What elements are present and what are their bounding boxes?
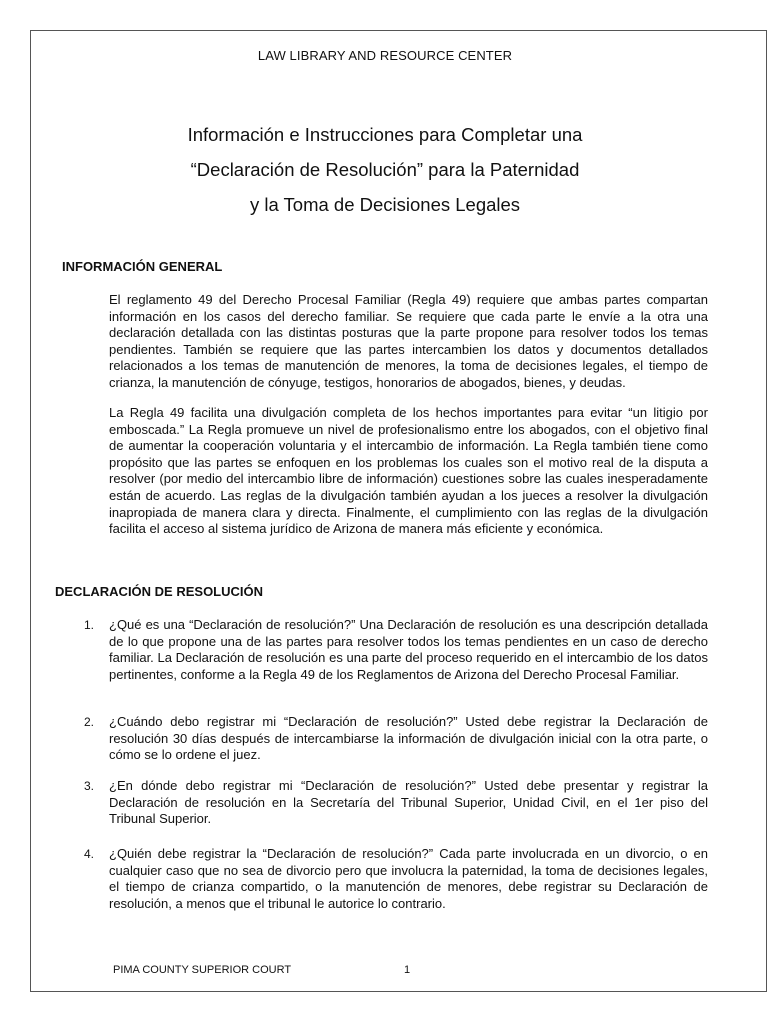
list-item-text: ¿Cuándo debo registrar mi “Declaración de resolución?” Usted debe registrar la Declaración de resolución 30 días después de intercambiarse la información de divulgación inicial con la otra parte, o cómo se lo ordene el juez.: [109, 714, 708, 763]
list-item-number: 4.: [84, 847, 95, 861]
list-item-number: 1.: [84, 618, 95, 632]
general-info-heading: INFORMACIÓN GENERAL: [62, 259, 223, 274]
general-info-paragraph-1: El reglamento 49 del Derecho Procesal Familiar (Regla 49) requiere que ambas partes compartan información en los casos del derecho familiar. Se requiere que cada parte le envíe a la otra una declaración detallada con las distintas posturas que la parte propone para resolver todos los temas pendientes. También se requiere que las partes intercambien los datos y documentos detallados relacionados a los temas de manutención de menores, la toma de decisiones legales, el tiempo de crianza, la manutención de cónyuge, testigos, honorarios de abogados, bienes, y deudas.: [109, 292, 708, 390]
title-line-1: Información e Instrucciones para Completar una: [187, 124, 583, 145]
declaration-heading: DECLARACIÓN DE RESOLUCIÓN: [55, 584, 264, 599]
list-item: [80, 846, 708, 912]
page-number: 1: [404, 964, 411, 976]
list-item-text: ¿En dónde debo registrar mi “Declaración de resolución?” Usted debe presentar y registrar la Declaración de resolución en la Secretaría del Tribunal Superior, Unidad Civil, en el 1er piso del Tribunal Superior.: [109, 778, 708, 827]
title-line-2: “Declaración de Resolución” para la Paternidad: [190, 159, 580, 180]
title-line-3: y la Toma de Decisiones Legales: [249, 194, 521, 215]
list-item-number: 3.: [84, 779, 95, 793]
list-item-number: 2.: [84, 715, 95, 729]
list-item: [80, 778, 708, 828]
general-info-paragraph-2: La Regla 49 facilita una divulgación completa de los hechos importantes para evitar “un litigio por emboscada.” La Regla promueve un nivel de profesionalismo entre los abogados, con el objetivo final de aumentar la cooperación voluntaria y el intercambio de información. La Regla también tiene como propósito que las partes se enfoquen en los problemas los cuales son el motivo real de la disputa a resolver (por medio del intercambio libre de información) cuestiones sobre las cuales inesperadamente están de acuerdo. Las reglas de la divulgación también ayudan a los jueces a resolver la divulgación inapropiada de manera clara y directa. Finalmente, el cumplimiento con las reglas de la divulgación facilita el acceso al sistema jurídico de Arizona de manera más eficiente y económica.: [109, 405, 708, 537]
list-item: [80, 714, 708, 764]
list-item: [80, 617, 708, 683]
document-title: [0, 117, 770, 222]
list-item-text: ¿Qué es una “Declaración de resolución?” Una Declaración de resolución es una descripción detallada de lo que propone una de las partes para resolver todos los temas pendientes en un caso de derecho familiar. La Declaración de resolución es una parte del proceso requerido en el intercambio de los datos pertinentes, conforme a la Regla 49 de los Reglamentos de Arizona del Derecho Procesal Familiar.: [109, 617, 708, 682]
list-item-text: ¿Quién debe registrar la “Declaración de resolución?” Cada parte involucrada en un divorcio, o en cualquier caso que no sea de divorcio pero que involucra la paternidad, la toma de decisiones legales, el tiempo de crianza compartido, o la manutención de menores, debe registrar su Declaración de resolución, a menos que el tribunal le autorice lo contrario.: [109, 846, 708, 911]
header-organization: LAW LIBRARY AND RESOURCE CENTER: [257, 48, 513, 63]
footer-court: PIMA COUNTY SUPERIOR COURT: [113, 964, 292, 976]
